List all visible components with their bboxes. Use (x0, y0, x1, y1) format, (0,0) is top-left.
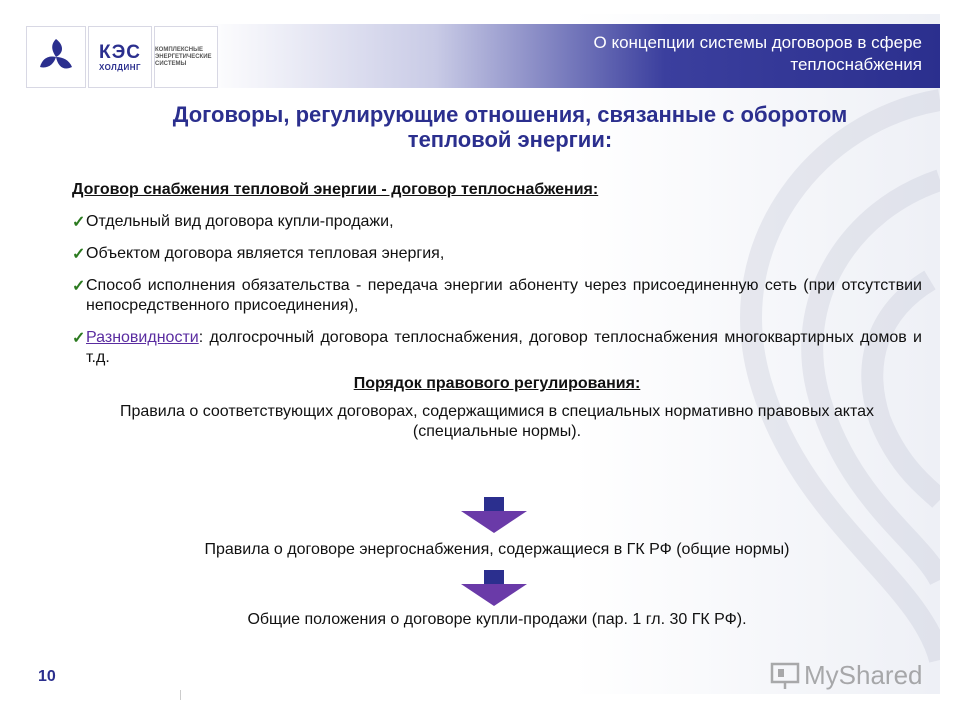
varieties-link[interactable]: Разновидности (86, 329, 199, 346)
checkmark-icon: ✓ (72, 214, 86, 231)
list-item-text: Отдельный вид договора купли-продажи, (86, 213, 394, 230)
watermark-text: MyShared (804, 660, 923, 690)
list-item-text: : долгосрочный договора теплоснабжения, договор теплоснабжения многоквартирных домов и т.д. (86, 329, 922, 366)
down-arrow-icon (461, 570, 527, 606)
company-logo (26, 26, 86, 88)
content-body (72, 180, 922, 442)
order-level-3: Общие положения о договоре купли-продажи (пар. 1 гл. 30 ГК РФ). (247, 611, 747, 628)
list-item (72, 244, 922, 264)
presentation-icon (770, 662, 800, 690)
kes-holding-logo (88, 26, 152, 88)
list-item-text: Способ исполнения обязательства - передача энергии абоненту через присоединенную сеть (при отсутствии непосредственного присоединения), (86, 277, 922, 314)
down-arrow-icon (461, 497, 527, 533)
left-margin (0, 0, 22, 720)
logo-secondary-text: КОМПЛЕКСНЫЕ ЭНЕРГЕТИЧЕСКИЕ СИСТЕМЫ (155, 46, 212, 67)
list-item (72, 276, 922, 316)
page-number: 10 (38, 668, 56, 685)
list-item (72, 328, 922, 368)
order-heading: Порядок правового регулирования: (353, 375, 641, 392)
logo-main-text: КЭС (98, 41, 142, 63)
footer-divider (180, 690, 181, 700)
checkmark-icon: ✓ (72, 330, 86, 347)
watermark (770, 660, 923, 691)
order-level-1: Правила о соответствующих договорах, содержащимися в специальных нормативно правовых актах (специальные нормы). (119, 403, 875, 440)
kes-systems-logo (154, 26, 218, 88)
logo-sub-text: ХОЛДИНГ (98, 62, 142, 72)
triskelion-logo-icon (34, 35, 78, 79)
page-title: Договоры, регулирующие отношения, связанные с оборотом тепловой энергии: (172, 102, 848, 152)
list-item-text: Объектом договора является тепловая энергия, (86, 245, 445, 262)
order-level-2: Правила о договоре энергоснабжения, содержащиеся в ГК РФ (общие нормы) (204, 541, 790, 558)
checkmark-icon: ✓ (72, 246, 86, 263)
checkmark-icon: ✓ (72, 278, 86, 295)
header-title: О концепции системы договоров в сфере теплоснабжения (593, 33, 922, 74)
section-heading: Договор снабжения тепловой энергии - договор теплоснабжения: (72, 181, 599, 198)
list-item (72, 212, 922, 232)
